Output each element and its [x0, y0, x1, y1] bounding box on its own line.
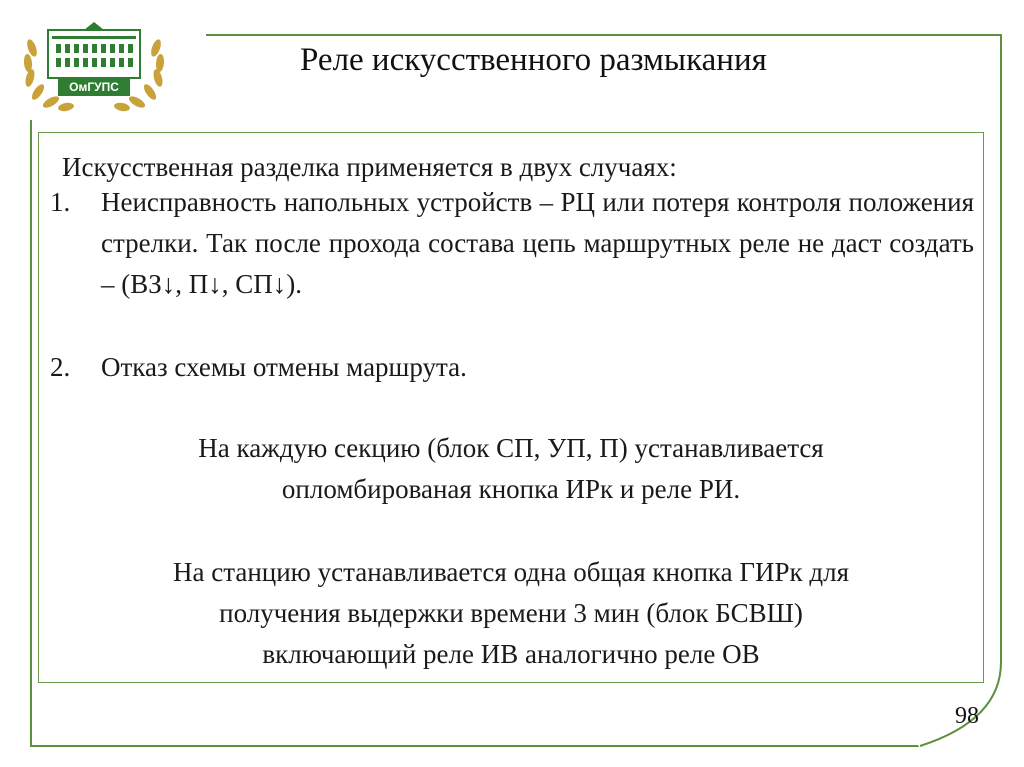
frame-bottom-line: [30, 745, 918, 747]
list-item-text: Отказ схемы отмены маршрута.: [101, 352, 467, 382]
list-item-number: 1.: [50, 187, 71, 217]
paragraph-station-line-1: На станцию устанавливается одна общая кнопка ГИРк для: [173, 557, 849, 587]
intro-text: Искусственная разделка применяется в двух случаях:: [62, 152, 677, 182]
paragraph-sections-line-1: На каждую секцию (блок СП, УП, П) устанавливается: [198, 433, 824, 463]
page-number: 98: [955, 703, 979, 729]
university-logo: [18, 18, 170, 118]
frame-right-line: [1000, 34, 1002, 664]
paragraph-station-line-3: включающий реле ИВ аналогично реле ОВ: [262, 639, 760, 669]
list-item-number: 2.: [50, 352, 71, 382]
list-item-text: Неисправность напольных устройств – РЦ или потеря контроля положения стрелки. Так после прохода состава цепь маршрутных реле не даст создать – (ВЗ↓, П↓, СП↓).: [101, 187, 974, 299]
paragraph-station-line-2: получения выдержки времени 3 мин (блок БСВШ): [219, 598, 803, 628]
logo-label: ОмГУПС: [69, 80, 119, 94]
frame-top-line: [206, 34, 1002, 36]
slide-title: Реле искусственного размыкания: [300, 42, 767, 78]
paragraph-sections-line-2: опломбированая кнопка ИРк и реле РИ.: [281, 474, 741, 504]
frame-left-line: [30, 120, 32, 746]
